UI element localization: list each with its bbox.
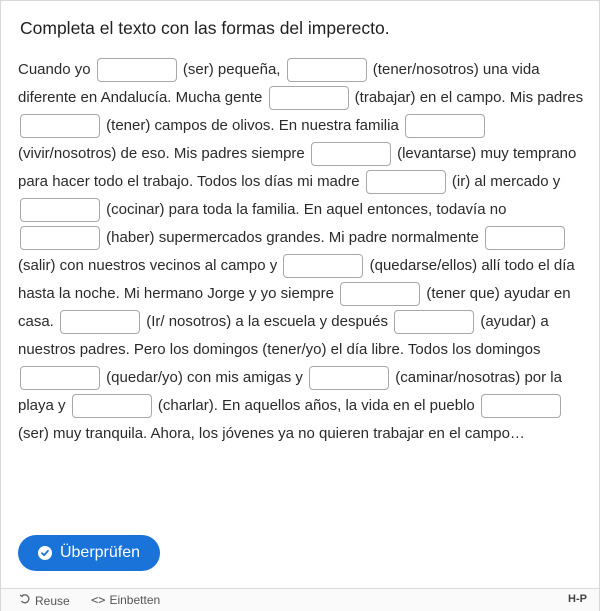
gap-input-15[interactable] [20,366,100,390]
gap-input-9[interactable] [20,226,100,250]
gap-input-1[interactable] [97,58,177,82]
gap-input-7[interactable] [366,170,446,194]
code-icon: <> [91,593,106,607]
cloze-text-segment: (ser) muy tranquila. Ahora, los jóvenes ya no quieren trabajar en el campo… [18,425,525,442]
task-instruction: Completa el texto con las formas del imperecto. [20,18,390,38]
gap-input-4[interactable] [20,114,100,138]
footer-bar [1,588,599,611]
cloze-text-segment: (trabajar) en el campo. Mis padres [350,89,584,106]
embed-button[interactable] [91,593,160,607]
cloze-text-segment: (salir) con nuestros vecinos al campo y [18,257,282,274]
check-button[interactable] [18,535,160,571]
gap-input-16[interactable] [309,366,389,390]
cloze-text-segment: (tener/nosotros) una vida diferente en Andalucía. Mucha gente [18,61,540,106]
embed-label: Einbetten [109,593,161,607]
gap-input-6[interactable] [311,142,391,166]
gap-input-17[interactable] [72,394,152,418]
cloze-text [18,56,584,448]
cloze-text-segment: (charlar). En aquellos años, la vida en el pueblo [153,397,479,414]
cloze-text-segment: (cocinar) para toda la familia. En aquel entonces, todavía no [102,201,507,218]
cloze-text-segment: (ayudar) a nuestros padres. Pero los domingos (tener/yo) el día libre. Todos los domingos [18,313,549,358]
check-circle-icon [38,546,52,560]
gap-input-12[interactable] [340,282,420,306]
cloze-text-segment: (Ir/ nosotros) a la escuela y después [142,313,393,330]
cloze-text-segment: (levantarse) muy temprano para hacer todo el trabajo. Todos los días mi madre [18,145,577,190]
cloze-text-segment: (quedarse/ellos) allí todo el día hasta la noche. Mi hermano Jorge y yo siempre [18,257,575,302]
check-button-label: Überprüfen [59,544,141,561]
reuse-button[interactable] [19,593,70,608]
gap-input-5[interactable] [405,114,485,138]
h5p-logo: H-P [568,593,587,605]
gap-input-18[interactable] [481,394,561,418]
gap-input-11[interactable] [283,254,363,278]
cloze-text-segment: Cuando yo [18,61,95,78]
cloze-text-segment: (vivir/nosotros) de eso. Mis padres siempre [18,145,309,162]
cloze-text-segment: (quedar/yo) con mis amigas y [102,369,308,386]
cloze-text-segment: (haber) supermercados grandes. Mi padre normalmente [102,229,484,246]
reuse-icon [19,593,31,608]
gap-input-3[interactable] [269,86,349,110]
cloze-text-segment: (tener que) ayudar en casa. [18,285,571,330]
cloze-text-segment: (caminar/nosotras) por la playa y [18,369,562,414]
gap-input-10[interactable] [485,226,565,250]
gap-input-14[interactable] [394,310,474,334]
gap-input-13[interactable] [60,310,140,334]
gap-input-2[interactable] [287,58,367,82]
reuse-label: Reuse [35,593,70,608]
cloze-text-segment: (ir) al mercado y [447,173,561,190]
cloze-text-segment: (ser) pequeña, [178,61,285,78]
cloze-text-segment: (tener) campos de olivos. En nuestra familia [102,117,403,134]
gap-input-8[interactable] [20,198,100,222]
